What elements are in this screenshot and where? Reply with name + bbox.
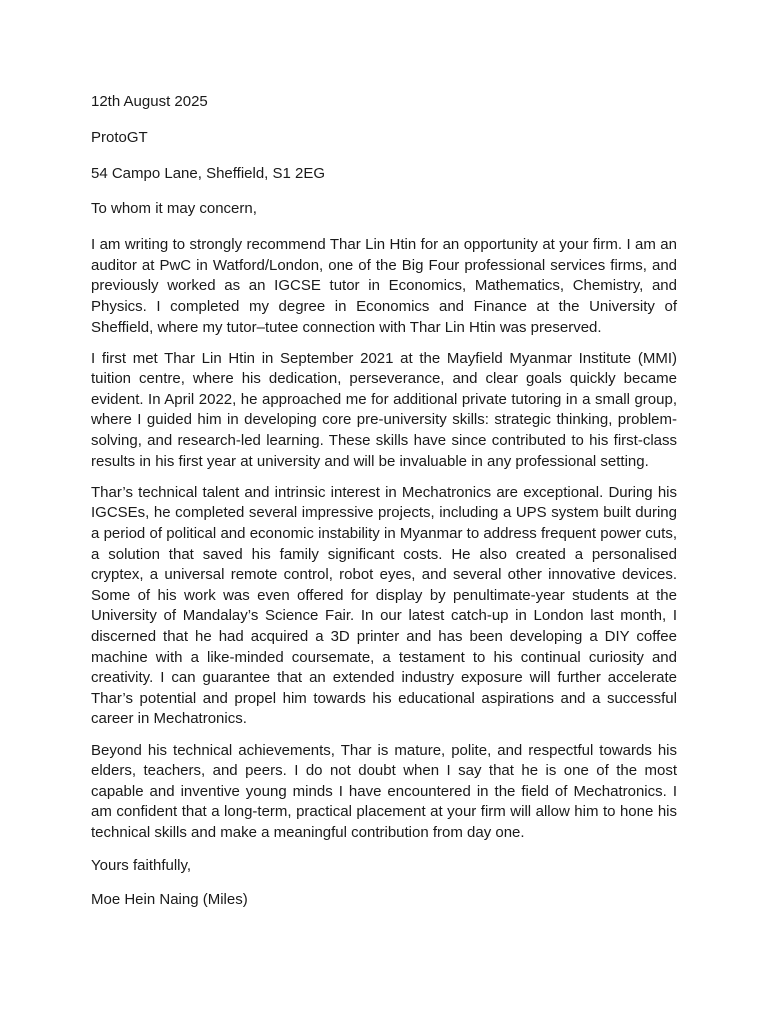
signature: Moe Hein Naing (Miles) xyxy=(91,891,248,909)
closing: Yours faithfully, xyxy=(91,856,192,874)
body-paragraph-1: I am writing to strongly recommend Thar Lin Htin for an opportunity at your firm. I am an auditor at PwC in Watford/London, one of the Big Four professional services firms, and previously worked as an IGCSE tutor in Economics, Mathematics, Chemistry, and Physics. I completed my degree in Economics and Finance at the University of Sheffield, where my tutor–tutee connection with Thar Lin Htin was preserved. xyxy=(91,236,677,336)
body-paragraph-2: I first met Thar Lin Htin in September 2021 at the Mayfield Myanmar Institute (MMI) tuition centre, where his dedication, perseverance, and clear goals quickly became evident. In April 2022, he approached me for additional private tutoring in a small group, where I guided him in developing core pre-university skills: strategic thinking, problem-solving, and research-led learning. These skills have since contributed to his first-class results in his first year at university and will be invaluable in any professional setting. xyxy=(91,349,677,470)
salutation: To whom it may concern, xyxy=(91,200,257,218)
recipient-name: ProtoGT xyxy=(91,128,148,146)
body-paragraph-3: Thar’s technical talent and intrinsic interest in Mechatronics are exceptional. During his IGCSEs, he completed several impressive projects, including a UPS system built during a period of political and economic instability in Myanmar to address frequent power cuts, a solution that saved his family significant costs. He also created a personalised cryptex, a universal remote control, robot eyes, and several other innovative devices. Some of his work was even offered for display by penultimate-year students at the University of Mandalay’s Science Fair. In our latest catch-up in London last month, I discerned that he had acquired a 3D printer and has been developing a DIY coffee machine with a like-minded coursemate, a testament to his continual curiosity and creativity. I can guarantee that an extended industry exposure will further accelerate Thar’s potential and propel him towards his educational aspirations and a successful career in Mechatronics. xyxy=(91,483,677,728)
body-paragraph-4: Beyond his technical achievements, Thar is mature, polite, and respectful towards his elders, teachers, and peers. I do not doubt when I say that he is one of the most capable and inventive young minds I have encountered in the field of Mechatronics. I am confident that a long-term, practical placement at your firm will allow him to hone his technical skills and make a meaningful contribution from day one. xyxy=(91,741,677,841)
recipient-address: 54 Campo Lane, Sheffield, S1 2EG xyxy=(91,164,326,182)
letter-date: 12th August 2025 xyxy=(91,93,208,110)
letter-page xyxy=(91,92,677,926)
